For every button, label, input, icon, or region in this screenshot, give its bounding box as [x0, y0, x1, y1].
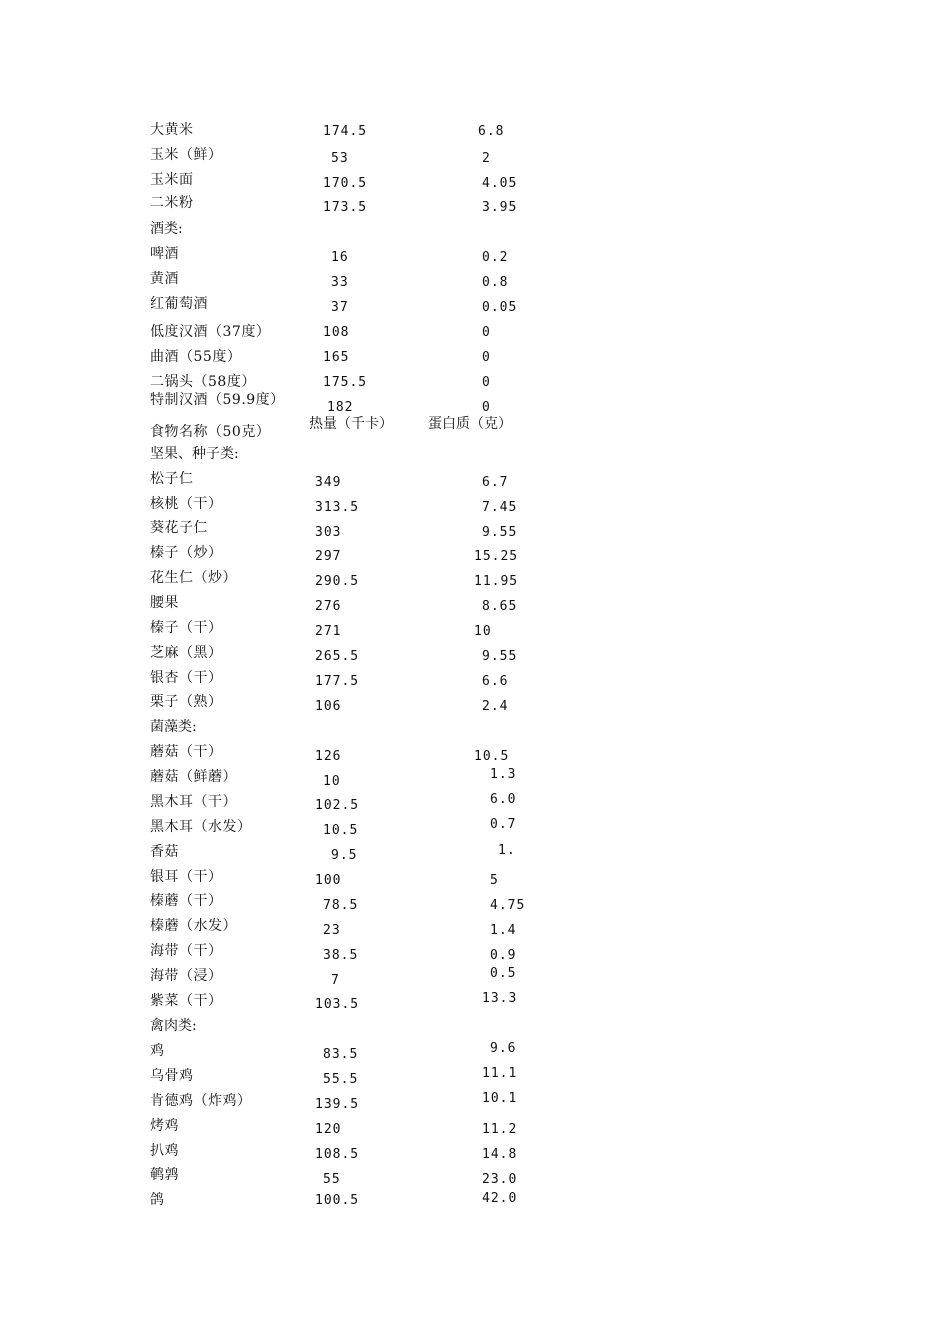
kcal-value: 108.5 — [315, 1147, 360, 1162]
kcal-value: 276 — [315, 599, 342, 614]
kcal-value: 290.5 — [315, 574, 360, 589]
kcal-value: 175.5 — [323, 375, 368, 390]
protein-value: 9.55 — [482, 649, 518, 664]
protein-value: 13.3 — [482, 991, 518, 1006]
protein-value: 8.65 — [482, 599, 518, 614]
protein-value: 0 — [482, 350, 491, 365]
kcal-value: 83.5 — [323, 1047, 359, 1062]
kcal-value: 297 — [315, 549, 342, 564]
protein-value: 9.6 — [490, 1041, 517, 1056]
kcal-value: 173.5 — [323, 200, 368, 215]
kcal-value: 100.5 — [315, 1193, 360, 1208]
kcal-value: 7 — [331, 973, 340, 988]
food-name: 银杏（干） — [150, 670, 223, 686]
kcal-value: 170.5 — [323, 176, 368, 191]
protein-value: 0 — [482, 375, 491, 390]
food-name: 鸽 — [150, 1192, 165, 1208]
food-name: 银耳（干） — [150, 869, 223, 885]
protein-value: 7.45 — [482, 500, 518, 515]
kcal-value: 265.5 — [315, 649, 360, 664]
kcal-value: 55.5 — [323, 1072, 359, 1087]
food-name: 乌骨鸡 — [150, 1068, 194, 1084]
kcal-value: 100 — [315, 873, 342, 888]
food-name: 香菇 — [150, 844, 179, 860]
protein-value: 1.4 — [490, 923, 517, 938]
protein-value: 0.7 — [490, 817, 517, 832]
food-name: 榛蘑（水发） — [150, 918, 237, 934]
section-heading-nuts: 坚果、种子类: — [150, 446, 239, 462]
kcal-value: 16 — [331, 250, 349, 265]
kcal-value: 108 — [323, 325, 350, 340]
food-name: 烤鸡 — [150, 1118, 179, 1134]
food-name: 栗子（熟） — [150, 694, 223, 710]
food-name: 腰果 — [150, 595, 179, 611]
food-name: 玉米面 — [150, 172, 194, 188]
kcal-value: 10.5 — [323, 823, 359, 838]
protein-value: 42.0 — [482, 1191, 518, 1206]
protein-value: 6.6 — [482, 674, 509, 689]
kcal-value: 37 — [331, 300, 349, 315]
protein-value: 5 — [490, 873, 499, 888]
kcal-value: 23 — [323, 923, 341, 938]
protein-value: 9.55 — [482, 525, 518, 540]
food-name: 红葡萄酒 — [150, 296, 208, 312]
kcal-value: 349 — [315, 475, 342, 490]
protein-value: 0.05 — [482, 300, 518, 315]
protein-value: 10.1 — [482, 1091, 518, 1106]
food-name: 蘑菇（干） — [150, 744, 223, 760]
protein-value: 2.4 — [482, 699, 509, 714]
protein-value: 0 — [482, 325, 491, 340]
food-name: 榛子（干） — [150, 620, 223, 636]
food-name: 松子仁 — [150, 471, 194, 487]
protein-value: 0.8 — [482, 275, 509, 290]
protein-value: 0 — [482, 400, 491, 415]
protein-value: 4.75 — [490, 898, 526, 913]
food-name: 特制汉酒（59.9度） — [150, 392, 285, 408]
kcal-value: 313.5 — [315, 500, 360, 515]
kcal-value: 10 — [323, 774, 341, 789]
food-name: 黑木耳（干） — [150, 794, 237, 810]
food-name: 二米粉 — [150, 195, 194, 211]
kcal-value: 174.5 — [323, 124, 368, 139]
protein-value: 1.3 — [490, 767, 517, 782]
food-name: 芝麻（黑） — [150, 645, 223, 661]
food-name: 二锅头（58度） — [150, 374, 256, 390]
protein-value: 2 — [482, 151, 491, 166]
section-heading-poultry: 禽肉类: — [150, 1018, 197, 1034]
kcal-value: 9.5 — [331, 848, 358, 863]
kcal-value: 126 — [315, 749, 342, 764]
food-name: 低度汉酒（37度） — [150, 324, 271, 340]
food-name: 曲酒（55度） — [150, 349, 242, 365]
protein-value: 10.5 — [474, 749, 510, 764]
kcal-value: 271 — [315, 624, 342, 639]
column-header-kcal: 热量（千卡） — [309, 416, 393, 432]
food-name: 扒鸡 — [150, 1143, 179, 1159]
protein-value: 6.8 — [478, 124, 505, 139]
protein-value: 23.0 — [482, 1172, 518, 1187]
food-name: 花生仁（炒） — [150, 570, 237, 586]
protein-value: 4.05 — [482, 176, 518, 191]
kcal-value: 38.5 — [323, 948, 359, 963]
food-name: 鸡 — [150, 1043, 165, 1059]
food-name: 海带（浸） — [150, 968, 223, 984]
food-name: 核桃（干） — [150, 496, 223, 512]
protein-value: 6.0 — [490, 792, 517, 807]
kcal-value: 165 — [323, 350, 350, 365]
kcal-value: 78.5 — [323, 898, 359, 913]
food-name: 肯德鸡（炸鸡） — [150, 1093, 252, 1109]
kcal-value: 120 — [315, 1122, 342, 1137]
protein-value: 1. — [498, 843, 516, 858]
protein-value: 0.2 — [482, 250, 509, 265]
kcal-value: 303 — [315, 525, 342, 540]
protein-value: 3.95 — [482, 200, 518, 215]
food-name: 蘑菇（鲜蘑） — [150, 769, 237, 785]
food-name: 啤酒 — [150, 246, 179, 262]
column-header-protein: 蛋白质（克） — [428, 416, 512, 432]
food-name: 葵花子仁 — [150, 520, 208, 536]
protein-value: 15.25 — [474, 549, 519, 564]
section-heading-fungi: 菌藻类: — [150, 719, 197, 735]
column-header-food-name: 食物名称（50克） — [150, 424, 271, 440]
kcal-value: 53 — [331, 151, 349, 166]
kcal-value: 182 — [327, 400, 354, 415]
protein-value: 11.95 — [474, 574, 519, 589]
kcal-value: 139.5 — [315, 1097, 360, 1112]
kcal-value: 33 — [331, 275, 349, 290]
kcal-value: 177.5 — [315, 674, 360, 689]
food-name: 黄酒 — [150, 271, 179, 287]
food-name: 玉米（鲜） — [150, 147, 223, 163]
protein-value: 0.5 — [490, 966, 517, 981]
kcal-value: 103.5 — [315, 997, 360, 1012]
food-name: 榛蘑（干） — [150, 893, 223, 909]
food-name: 紫菜（干） — [150, 993, 223, 1009]
food-name: 大黄米 — [150, 122, 194, 138]
section-heading-alcohol: 酒类: — [150, 221, 183, 237]
protein-value: 11.1 — [482, 1066, 518, 1081]
protein-value: 14.8 — [482, 1147, 518, 1162]
kcal-value: 102.5 — [315, 798, 360, 813]
protein-value: 0.9 — [490, 948, 517, 963]
kcal-value: 106 — [315, 699, 342, 714]
food-name: 海带（干） — [150, 943, 223, 959]
protein-value: 6.7 — [482, 475, 509, 490]
food-name: 鹌鹑 — [150, 1167, 179, 1183]
food-name: 黑木耳（水发） — [150, 819, 252, 835]
kcal-value: 55 — [323, 1172, 341, 1187]
protein-value: 11.2 — [482, 1122, 518, 1137]
food-name: 榛子（炒） — [150, 545, 223, 561]
protein-value: 10 — [474, 624, 492, 639]
